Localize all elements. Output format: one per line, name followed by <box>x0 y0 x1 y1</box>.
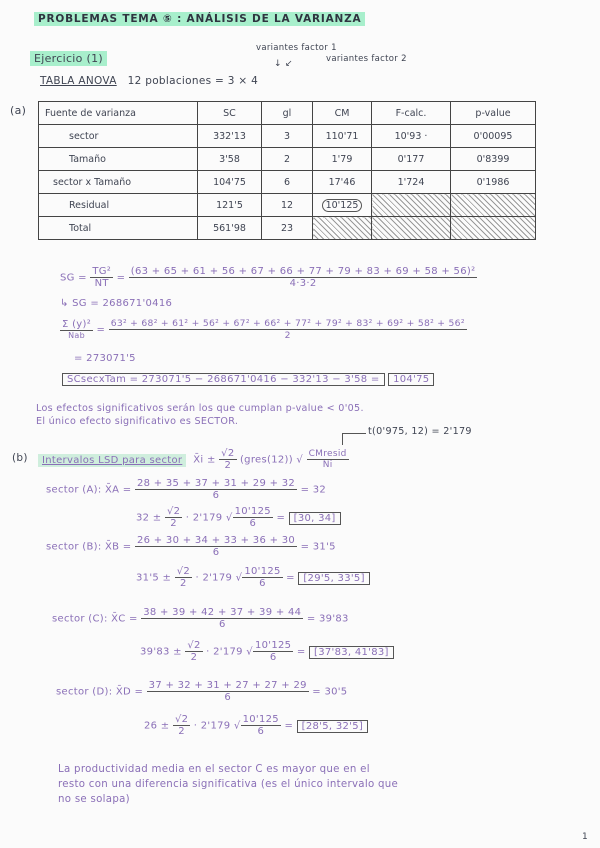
cell: 110'71 <box>313 125 372 148</box>
sum-frac <box>109 318 467 341</box>
lsd-formula <box>38 448 349 471</box>
t-note-connector <box>342 433 366 434</box>
cell: 0'1986 <box>451 171 536 194</box>
table-row <box>39 125 536 148</box>
anova-populations-value: 3 × 4 <box>227 75 259 87</box>
conclusion-a-line2: El único efecto significativo es SECTOR. <box>36 416 239 427</box>
table-header-row <box>39 102 536 125</box>
table-row <box>39 217 536 240</box>
t-value-note: t(0'975, 12) = 2'179 <box>368 426 472 437</box>
anova-heading <box>40 75 258 87</box>
hatched-cell <box>451 194 536 217</box>
cell-source: Total <box>39 217 198 240</box>
mean-frac: $\frac{26 + 30 + 34 + 33 + 36 + 30}{6}$ <box>136 535 296 558</box>
cell: 17'46 <box>313 171 372 194</box>
cell: 3 <box>262 125 313 148</box>
sum-lhs-top: Σ (y)² <box>62 319 92 330</box>
sqrt2-frac: $\frac{√2}{2}$ <box>174 714 189 737</box>
table-row <box>39 171 536 194</box>
sum-formula: $\frac{\text{Σ (y)²}}{\text{Nab}}$ = 63² + 68² + 61² + 56² + 67² + 66² + 77² + 79² + 83² + 69² + 58² + 56² 2 <box>62 318 465 341</box>
lsd-root-den: Ni <box>322 460 333 470</box>
cell: 10'93 · <box>372 125 451 148</box>
sum-den: 2 <box>284 330 291 341</box>
sg-lhs-frac <box>90 266 113 289</box>
hatched-cell <box>451 217 536 240</box>
anova-title: TABLA ANOVA <box>40 75 117 87</box>
header-cell: CM <box>313 102 372 125</box>
sector-a-interval: 32 ± $\frac{√2}{2}$ · 2'179 √ $\frac{10'125}{6}$ = [30, 34] <box>136 506 341 529</box>
cell-source: Tamaño <box>39 148 198 171</box>
anova-populations: 12 poblaciones = <box>127 75 225 87</box>
sg-frac <box>129 266 478 289</box>
sc-result: 104'75 <box>388 373 434 386</box>
sector-c-interval: 39'83 ± $\frac{√2}{2}$ · 2'179 √ $\frac{10'125}{6}$ = [37'83, 41'83] <box>140 640 394 663</box>
sum-lhs-frac <box>60 319 93 340</box>
exercise-label: Ejercicio (1) <box>30 51 107 66</box>
lsd-frac-den: 2 <box>224 460 232 471</box>
header-cell: F-calc. <box>372 102 451 125</box>
sector-b-interval: 31'5 ± $\frac{√2}{2}$ · 2'179 √ $\frac{10'125}{6}$ = [29'5, 33'5] <box>136 566 370 589</box>
sector-a-mean: sector (A): X̄A = $\frac{28 + 35 + 37 + 31 + 29 + 32}{6}$ = 32 <box>46 478 327 501</box>
conclusion-b-line3: no se solapa) <box>58 794 130 805</box>
part-b-title: Intervalos LSD para sector <box>38 454 186 467</box>
conclusion-b-line1: La productividad media en el sector C es mayor que en el <box>58 764 370 775</box>
cell-source: Residual <box>39 194 198 217</box>
lsd-pre: X̄i ± <box>193 454 216 466</box>
sg-den: 4·3·2 <box>289 278 317 289</box>
table-row <box>39 194 536 217</box>
sum-lhs-sub: Nab <box>68 331 85 340</box>
lsd-frac <box>219 448 236 471</box>
cell: 2 <box>262 148 313 171</box>
cell: 1'79 <box>313 148 372 171</box>
sqrt2-frac: $\frac{√2}{2}$ <box>176 566 191 589</box>
cell: 3'58 <box>198 148 262 171</box>
header-cell: SC <box>198 102 262 125</box>
page-number: 1 <box>582 832 589 842</box>
t-note-connector <box>342 433 343 445</box>
sector-d-mean: sector (D): X̄D = $\frac{37 + 32 + 31 + 27 + 27 + 29}{6}$ = 30'5 <box>56 680 348 703</box>
sector-b-mean: sector (B): X̄B = $\frac{26 + 30 + 34 + 33 + 36 + 30}{6}$ = 31'5 <box>46 535 336 558</box>
mean-frac: $\frac{28 + 35 + 37 + 31 + 29 + 32}{6}$ <box>136 478 296 501</box>
sc-box: SCsecxTam = 273071'5 − 268671'0416 − 332'13 − 3'58 = <box>62 373 385 386</box>
header-cell: p-value <box>451 102 536 125</box>
sqrt2-frac: $\frac{√2}{2}$ <box>166 506 181 529</box>
hatched-cell <box>372 194 451 217</box>
cell: 23 <box>262 217 313 240</box>
cell <box>313 194 372 217</box>
sector-c-mean: sector (C): X̄C = $\frac{38 + 39 + 42 + 37 + 39 + 44}{6}$ = 39'83 <box>52 607 349 630</box>
factor2-note: variantes factor 2 <box>326 54 407 64</box>
arrows-note: ↓ ↙ <box>274 59 293 69</box>
sg-lhs-den: NT <box>94 278 109 289</box>
lsd-root <box>307 449 349 470</box>
cell: 0'8399 <box>451 148 536 171</box>
cell: 12 <box>262 194 313 217</box>
conclusion-b-line2: resto con una diferencia significativa (es el único intervalo que <box>58 779 399 790</box>
sector-d-interval: 26 ± $\frac{√2}{2}$ · 2'179 √ $\frac{10'125}{6}$ = [28'5, 32'5] <box>144 714 368 737</box>
cell: 6 <box>262 171 313 194</box>
lsd-frac-num: √2 <box>221 448 235 459</box>
cell-source: sector x Tamaño <box>39 171 198 194</box>
sg-result: ↳ SG = 268671'0416 <box>60 298 173 309</box>
lsd-root-num: CMresid <box>308 449 347 459</box>
cell: 561'98 <box>198 217 262 240</box>
mean-frac: $\frac{38 + 39 + 42 + 37 + 39 + 44}{6}$ <box>143 607 302 630</box>
cell-source: sector <box>39 125 198 148</box>
cell: 0'177 <box>372 148 451 171</box>
part-a-label: (a) <box>10 104 27 117</box>
table-row <box>39 148 536 171</box>
cell: 104'75 <box>198 171 262 194</box>
sum-num: 63² + 68² + 61² + 56² + 67² + 66² + 77² + 79² + 83² + 69² + 58² + 56² <box>110 318 465 329</box>
circled-value: 10'125 <box>322 199 363 212</box>
page-title: PROBLEMAS TEMA ⑤ : ANÁLISIS DE LA VARIANZA <box>34 12 365 26</box>
anova-table <box>38 101 536 240</box>
hatched-cell <box>313 217 372 240</box>
sg-formula: SG = $\frac{\text{TG²}}{NT}$ = $\frac{\text{(63 + 65 + 61 + 56 + 67 + 66 + 77 + 79 + 83 + 69 + 58 + 56)²}}{4\cdot 3\cdot 2}$ <box>60 266 476 289</box>
interval-box: [30, 34] <box>289 512 341 525</box>
sg-lhs-num: TG² <box>92 266 112 277</box>
interval-box: [28'5, 32'5] <box>297 720 368 733</box>
sc-line <box>62 374 434 385</box>
cell: 332'13 <box>198 125 262 148</box>
lsd-mid: (gres(12)) √ <box>239 454 304 466</box>
header-cell: gl <box>262 102 313 125</box>
sum-result: = 273071'5 <box>74 353 136 364</box>
cell: 121'5 <box>198 194 262 217</box>
part-b-label: (b) <box>12 452 28 464</box>
interval-box: [37'83, 41'83] <box>309 646 394 659</box>
sg-lhs: SG = <box>60 272 87 284</box>
header-cell: Fuente de varianza <box>39 102 198 125</box>
cell: 1'724 <box>372 171 451 194</box>
sqrt2-frac: $\frac{√2}{2}$ <box>187 640 201 663</box>
mean-frac: $\frac{37 + 32 + 31 + 27 + 27 + 29}{6}$ <box>148 680 307 703</box>
hatched-cell <box>372 217 451 240</box>
interval-box: [29'5, 33'5] <box>298 572 369 585</box>
factor1-note: variantes factor 1 <box>256 43 337 53</box>
sg-num: (63 + 65 + 61 + 56 + 67 + 66 + 77 + 79 + 83 + 69 + 58 + 56)² <box>130 266 476 277</box>
cell: 0'00095 <box>451 125 536 148</box>
conclusion-a-line1: Los efectos significativos serán los que cumplan p-value < 0'05. <box>36 403 364 414</box>
